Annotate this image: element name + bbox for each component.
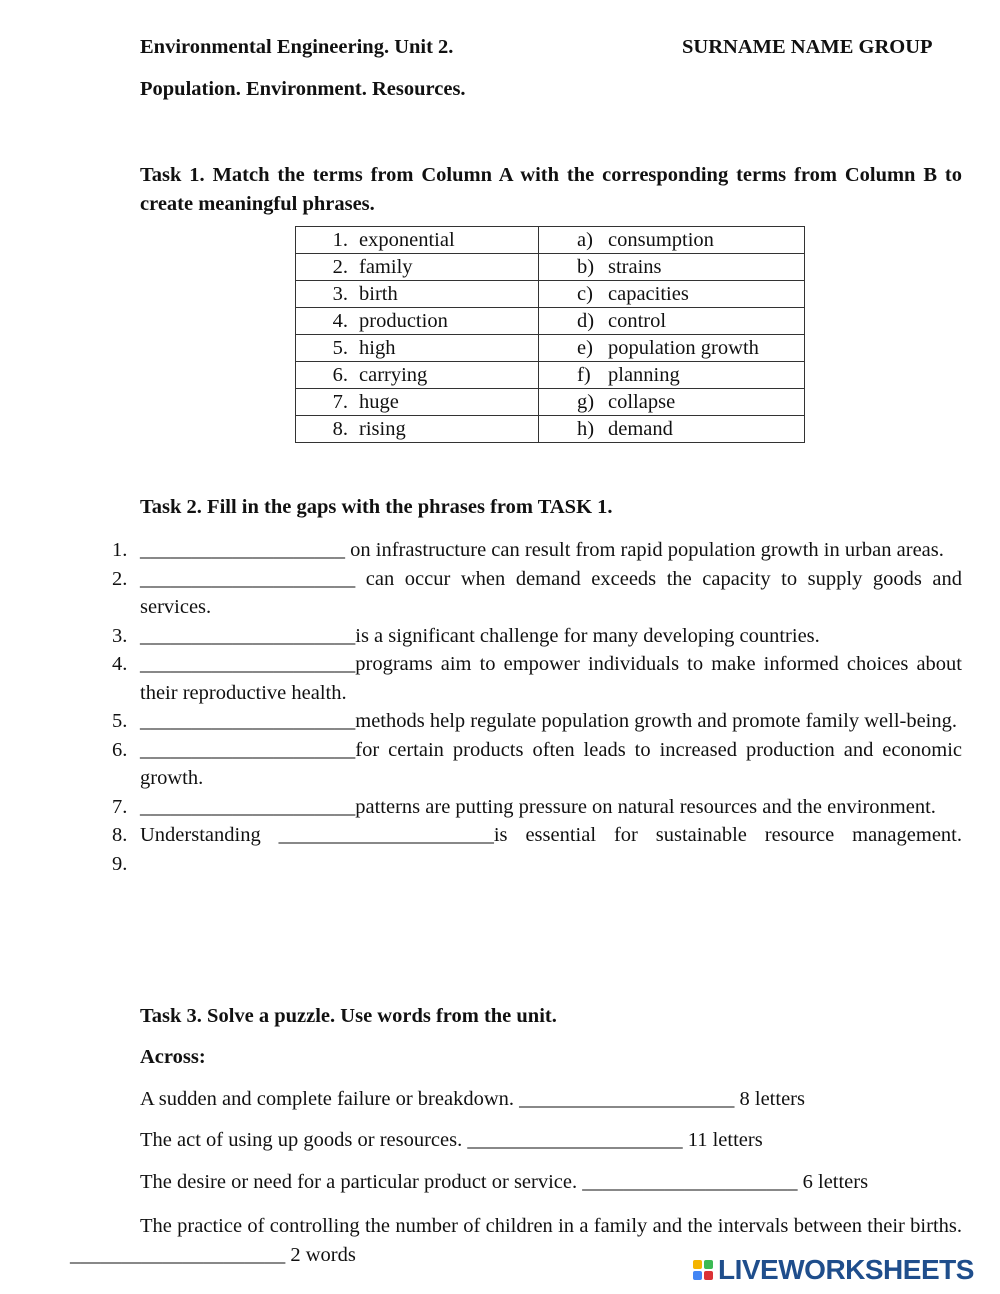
- logo-mark-icon: [693, 1260, 713, 1280]
- term-number: 7.: [332, 391, 348, 413]
- gap-sentence[interactable]: Understanding _____________________is essential for sustainable resource management.: [140, 824, 962, 846]
- liveworksheets-logo[interactable]: [693, 1254, 974, 1286]
- term-b: consumption: [608, 229, 714, 251]
- column-b-cell: [539, 389, 805, 416]
- list-item: [0, 821, 962, 850]
- column-a-cell: [296, 254, 539, 281]
- task2-title: Task 2. Fill in the gaps with the phrases from TASK 1.: [140, 496, 613, 518]
- logo-square: [693, 1271, 702, 1280]
- column-b-cell: [539, 308, 805, 335]
- list-item: [0, 536, 962, 565]
- table-row: [296, 416, 805, 443]
- term-a: high: [359, 337, 396, 359]
- item-number: 5.: [112, 710, 128, 732]
- term-b: population growth: [608, 337, 759, 359]
- table-row: [296, 335, 805, 362]
- term-letter: h): [577, 418, 595, 440]
- term-b: collapse: [608, 391, 676, 413]
- table-row: [296, 254, 805, 281]
- clue-across-3: The desire or need for a particular product or service. _____________________ 6 letters: [140, 1171, 869, 1193]
- term-a: carrying: [359, 364, 428, 386]
- column-a-cell: [296, 308, 539, 335]
- gap-fill-list: [0, 536, 962, 878]
- term-number: 1.: [332, 229, 348, 251]
- term-b: control: [608, 310, 667, 332]
- table-row: [296, 308, 805, 335]
- item-number: 9.: [112, 852, 128, 875]
- item-number: 4.: [112, 653, 128, 675]
- term-b: strains: [608, 256, 662, 278]
- table-row: [296, 362, 805, 389]
- matching-table: [295, 226, 805, 443]
- clue-across-2: The act of using up goods or resources. _____________________ 11 letters: [140, 1129, 763, 1151]
- term-b: planning: [608, 364, 680, 386]
- gap-sentence[interactable]: _____________________programs aim to empower individuals to make informed choices about their reproductive health.: [140, 653, 962, 704]
- term-a: production: [359, 310, 448, 332]
- term-letter: b): [577, 256, 595, 278]
- column-b-cell: [539, 281, 805, 308]
- gap-sentence[interactable]: _____________________for certain products often leads to increased production and economic growth.: [140, 738, 962, 789]
- term-a: huge: [359, 391, 399, 413]
- term-b: demand: [608, 418, 673, 440]
- list-item: [0, 736, 962, 793]
- term-a: family: [359, 256, 413, 278]
- gap-sentence[interactable]: [140, 850, 962, 879]
- term-number: 6.: [332, 364, 348, 386]
- term-a: exponential: [359, 229, 455, 251]
- column-a-cell: [296, 416, 539, 443]
- clue-across-4: The practice of controlling the number of children in a family and the intervals between their births. _____________________ 2 words: [70, 1215, 962, 1266]
- gap-sentence[interactable]: _____________________methods help regulate population growth and promote family well-being.: [140, 710, 958, 732]
- task1-title: Task 1. Match the terms from Column A with the corresponding terms from Column B to create meaningful phrases.: [140, 164, 962, 215]
- term-number: 4.: [332, 310, 348, 332]
- term-number: 8.: [332, 418, 348, 440]
- logo-text: LIVEWORKSHEETS: [718, 1254, 974, 1285]
- header-student-fields: SURNAME NAME GROUP: [682, 36, 933, 58]
- task3-title: Task 3. Solve a puzzle. Use words from the unit.: [140, 1005, 557, 1027]
- term-number: 2.: [332, 256, 348, 278]
- column-b-cell: [539, 335, 805, 362]
- term-letter: e): [577, 337, 593, 359]
- column-b-cell: [539, 416, 805, 443]
- list-item: [0, 707, 962, 736]
- list-item: [0, 565, 962, 622]
- across-label: Across:: [140, 1046, 206, 1068]
- list-item: [0, 622, 962, 651]
- column-a-cell: [296, 389, 539, 416]
- list-item: [0, 650, 962, 707]
- term-a: rising: [359, 418, 406, 440]
- gap-sentence[interactable]: _____________________is a significant challenge for many developing countries.: [140, 624, 820, 647]
- unit-subtitle: Population. Environment. Resources.: [140, 78, 466, 100]
- term-a: birth: [359, 283, 398, 305]
- gap-sentence[interactable]: _____________________ can occur when demand exceeds the capacity to supply goods and services.: [140, 567, 962, 618]
- term-letter: f): [577, 364, 591, 386]
- column-a-cell: [296, 281, 539, 308]
- column-a-cell: [296, 362, 539, 389]
- logo-square: [704, 1260, 713, 1269]
- gap-sentence[interactable]: _____________________patterns are putting pressure on natural resources and the environment.: [140, 795, 936, 818]
- logo-square: [693, 1260, 702, 1269]
- term-letter: a): [577, 229, 593, 251]
- term-letter: d): [577, 310, 595, 332]
- term-letter: g): [577, 391, 595, 413]
- item-number: 1.: [112, 539, 128, 561]
- list-item: [0, 793, 962, 822]
- gap-sentence[interactable]: ____________________ on infrastructure can result from rapid population growth in urban areas.: [140, 539, 944, 561]
- table-row: [296, 227, 805, 254]
- header-course-title: Environmental Engineering. Unit 2.: [140, 36, 454, 58]
- clue-across-1: A sudden and complete failure or breakdown. _____________________ 8 letters: [140, 1088, 805, 1110]
- column-a-cell: [296, 227, 539, 254]
- table-row: [296, 389, 805, 416]
- item-number: 6.: [112, 738, 128, 761]
- column-b-cell: [539, 227, 805, 254]
- column-a-cell: [296, 335, 539, 362]
- term-number: 5.: [332, 337, 348, 359]
- logo-square: [704, 1271, 713, 1280]
- table-row: [296, 281, 805, 308]
- term-letter: c): [577, 283, 593, 305]
- list-item: [0, 850, 962, 879]
- item-number: 2.: [112, 567, 128, 590]
- term-b: capacities: [608, 283, 689, 305]
- term-number: 3.: [332, 283, 348, 305]
- item-number: 7.: [112, 795, 128, 818]
- item-number: 8.: [112, 824, 128, 846]
- column-b-cell: [539, 362, 805, 389]
- column-b-cell: [539, 254, 805, 281]
- item-number: 3.: [112, 624, 128, 647]
